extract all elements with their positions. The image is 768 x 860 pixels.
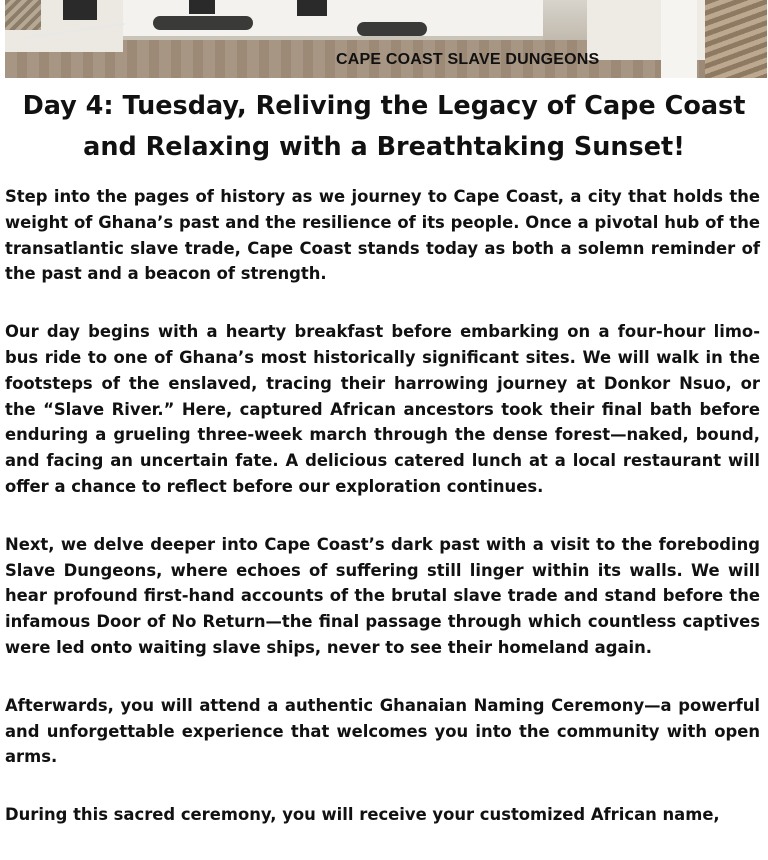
photo-doorway: [189, 0, 215, 14]
photo-cannons: [153, 16, 253, 30]
photo-cannons: [357, 22, 427, 36]
photo-doorway: [63, 0, 97, 20]
photo-ledge: [123, 36, 543, 40]
paragraph-slave-dungeons: Next, we delve deeper into Cape Coast’s dark past with a visit to the foreboding Slave Dungeons, where echoes of suffering still linger within its walls. We will hear profound first-hand accounts of the brutal slave trade and stand before the infamous Door of No Return—the final passage through which countless captives were led onto waiting slave ships, never to see their homeland again.: [5, 534, 760, 657]
photo-pillar: [661, 0, 697, 78]
photo-caption: CAPE COAST SLAVE DUNGEONS: [336, 51, 600, 68]
photo-doorway: [297, 0, 327, 16]
paragraph-intro: Step into the pages of history as we journey to Cape Coast, a city that holds the weight of Ghana’s past and the resilience of its people. Once a pivotal hub of the transatlantic slave trade, Cape Coast stands today as both a solemn reminder of the past and a beacon of strength.: [5, 187, 760, 284]
paragraph-day-begins: Our day begins with a hearty breakfast before embarking on a four-hour limo-bus ride to one of Ghana’s most historically significant sites. We will walk in the footsteps of the enslaved, tracing their harrowing journey at Donkor Nsuo, or the “Slave River.” Here, captured African ancestors took their final bath before enduring a grueling three-week march through the dense forest—naked, bound, and facing an uncertain fate. A delicious catered lunch at a local restaurant will offer a chance to reflect before our exploration continues.: [5, 322, 760, 496]
paragraph-sacred-ceremony: During this sacred ceremony, you will receive your customized African name,: [5, 805, 720, 825]
paragraph-naming-ceremony: Afterwards, you will attend a authentic Ghanaian Naming Ceremony—a powerful and unforgettable experience that welcomes you into the community with open arms.: [5, 695, 760, 767]
photo-stairs-left: [5, 0, 41, 30]
photo-stairs-right: [705, 0, 767, 78]
itinerary-body: [5, 184, 760, 860]
page-title: Day 4: Tuesday, Reliving the Legacy of Cape Coast and Relaxing with a Breathtaking Sunset!: [22, 91, 746, 162]
